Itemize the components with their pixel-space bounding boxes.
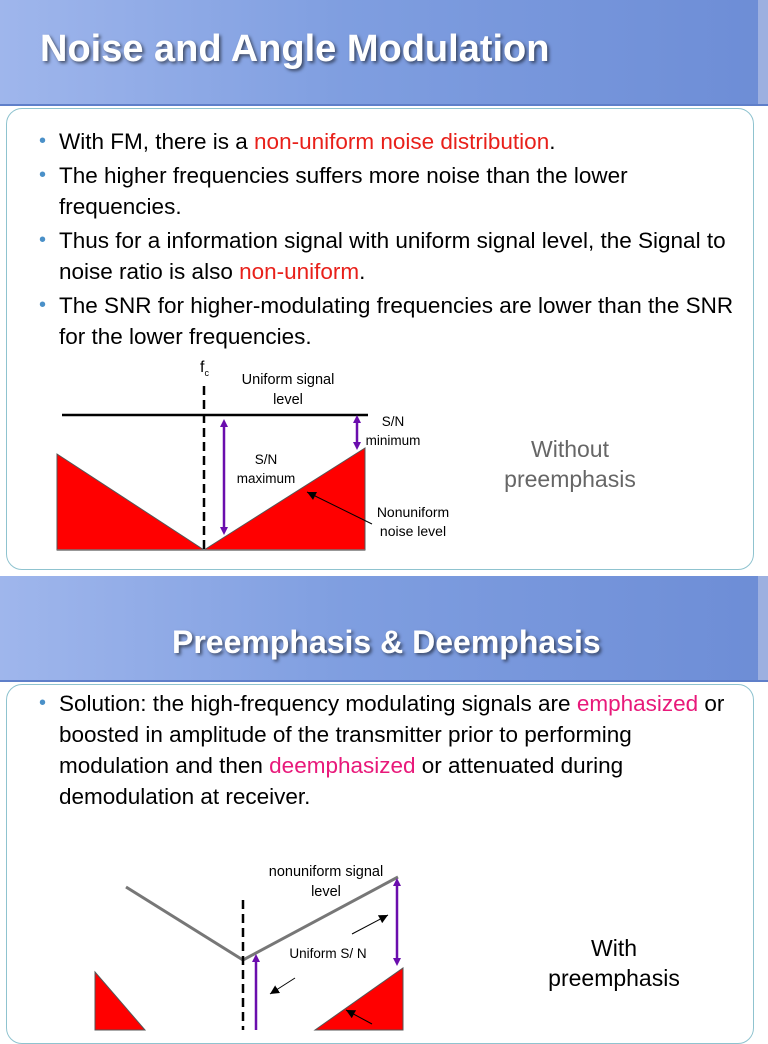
uniform-sn-label: Uniform S/ N [289, 946, 367, 961]
pointer-arrow-lower [270, 978, 295, 994]
slide-title-2: Preemphasis & Deemphasis [172, 624, 601, 660]
bullet-text: . [359, 259, 366, 284]
without-preemphasis-label: Without preemphasis [504, 436, 636, 492]
pointer-arrow-upper [352, 915, 388, 934]
fc-subscript: c [204, 368, 209, 379]
fc-main: f [200, 359, 205, 376]
bullet-text: or boosted in amplitude of the transmitter prior to performing modulation and then [59, 691, 725, 778]
bullet-text: or attenuated during demodulation at receiver. [59, 753, 624, 809]
bullet-text: Solution: the high-frequency modulating signals are [59, 691, 577, 716]
sn-maximum-label: S/N maximum [236, 452, 296, 486]
with-preemphasis-label: With preemphasis [548, 935, 680, 991]
uniform-signal-label: Uniform signal level [241, 372, 335, 408]
bullet-text: The higher frequencies suffers more noise than the lower frequencies. [59, 163, 628, 219]
highlighted-text: deemphasized [269, 753, 416, 778]
sn-minimum-label: S/N minimum [365, 414, 421, 448]
nonuniform-noise-label: Nonuniform noise level [376, 504, 450, 539]
highlighted-text: non-uniform noise distribution [254, 129, 550, 154]
noise-triangle-right-2 [315, 968, 403, 1030]
bullet-text: Thus for a information signal with uniform signal level, the Signal to noise ratio is also [59, 228, 726, 284]
nonuniform-signal-label: nonuniform signal level [268, 864, 384, 900]
noise-triangle-left-2 [95, 972, 145, 1030]
bullet-text: With FM, there is a [59, 129, 255, 154]
bullet-text: . [549, 129, 556, 154]
highlighted-text: emphasized [576, 691, 699, 716]
slide-title: Noise and Angle Modulation [40, 28, 550, 70]
highlighted-text: non-uniform [239, 259, 360, 284]
bullet-text: The SNR for higher-modulating frequencies are lower than the SNR for the lower frequencies. [59, 293, 734, 349]
